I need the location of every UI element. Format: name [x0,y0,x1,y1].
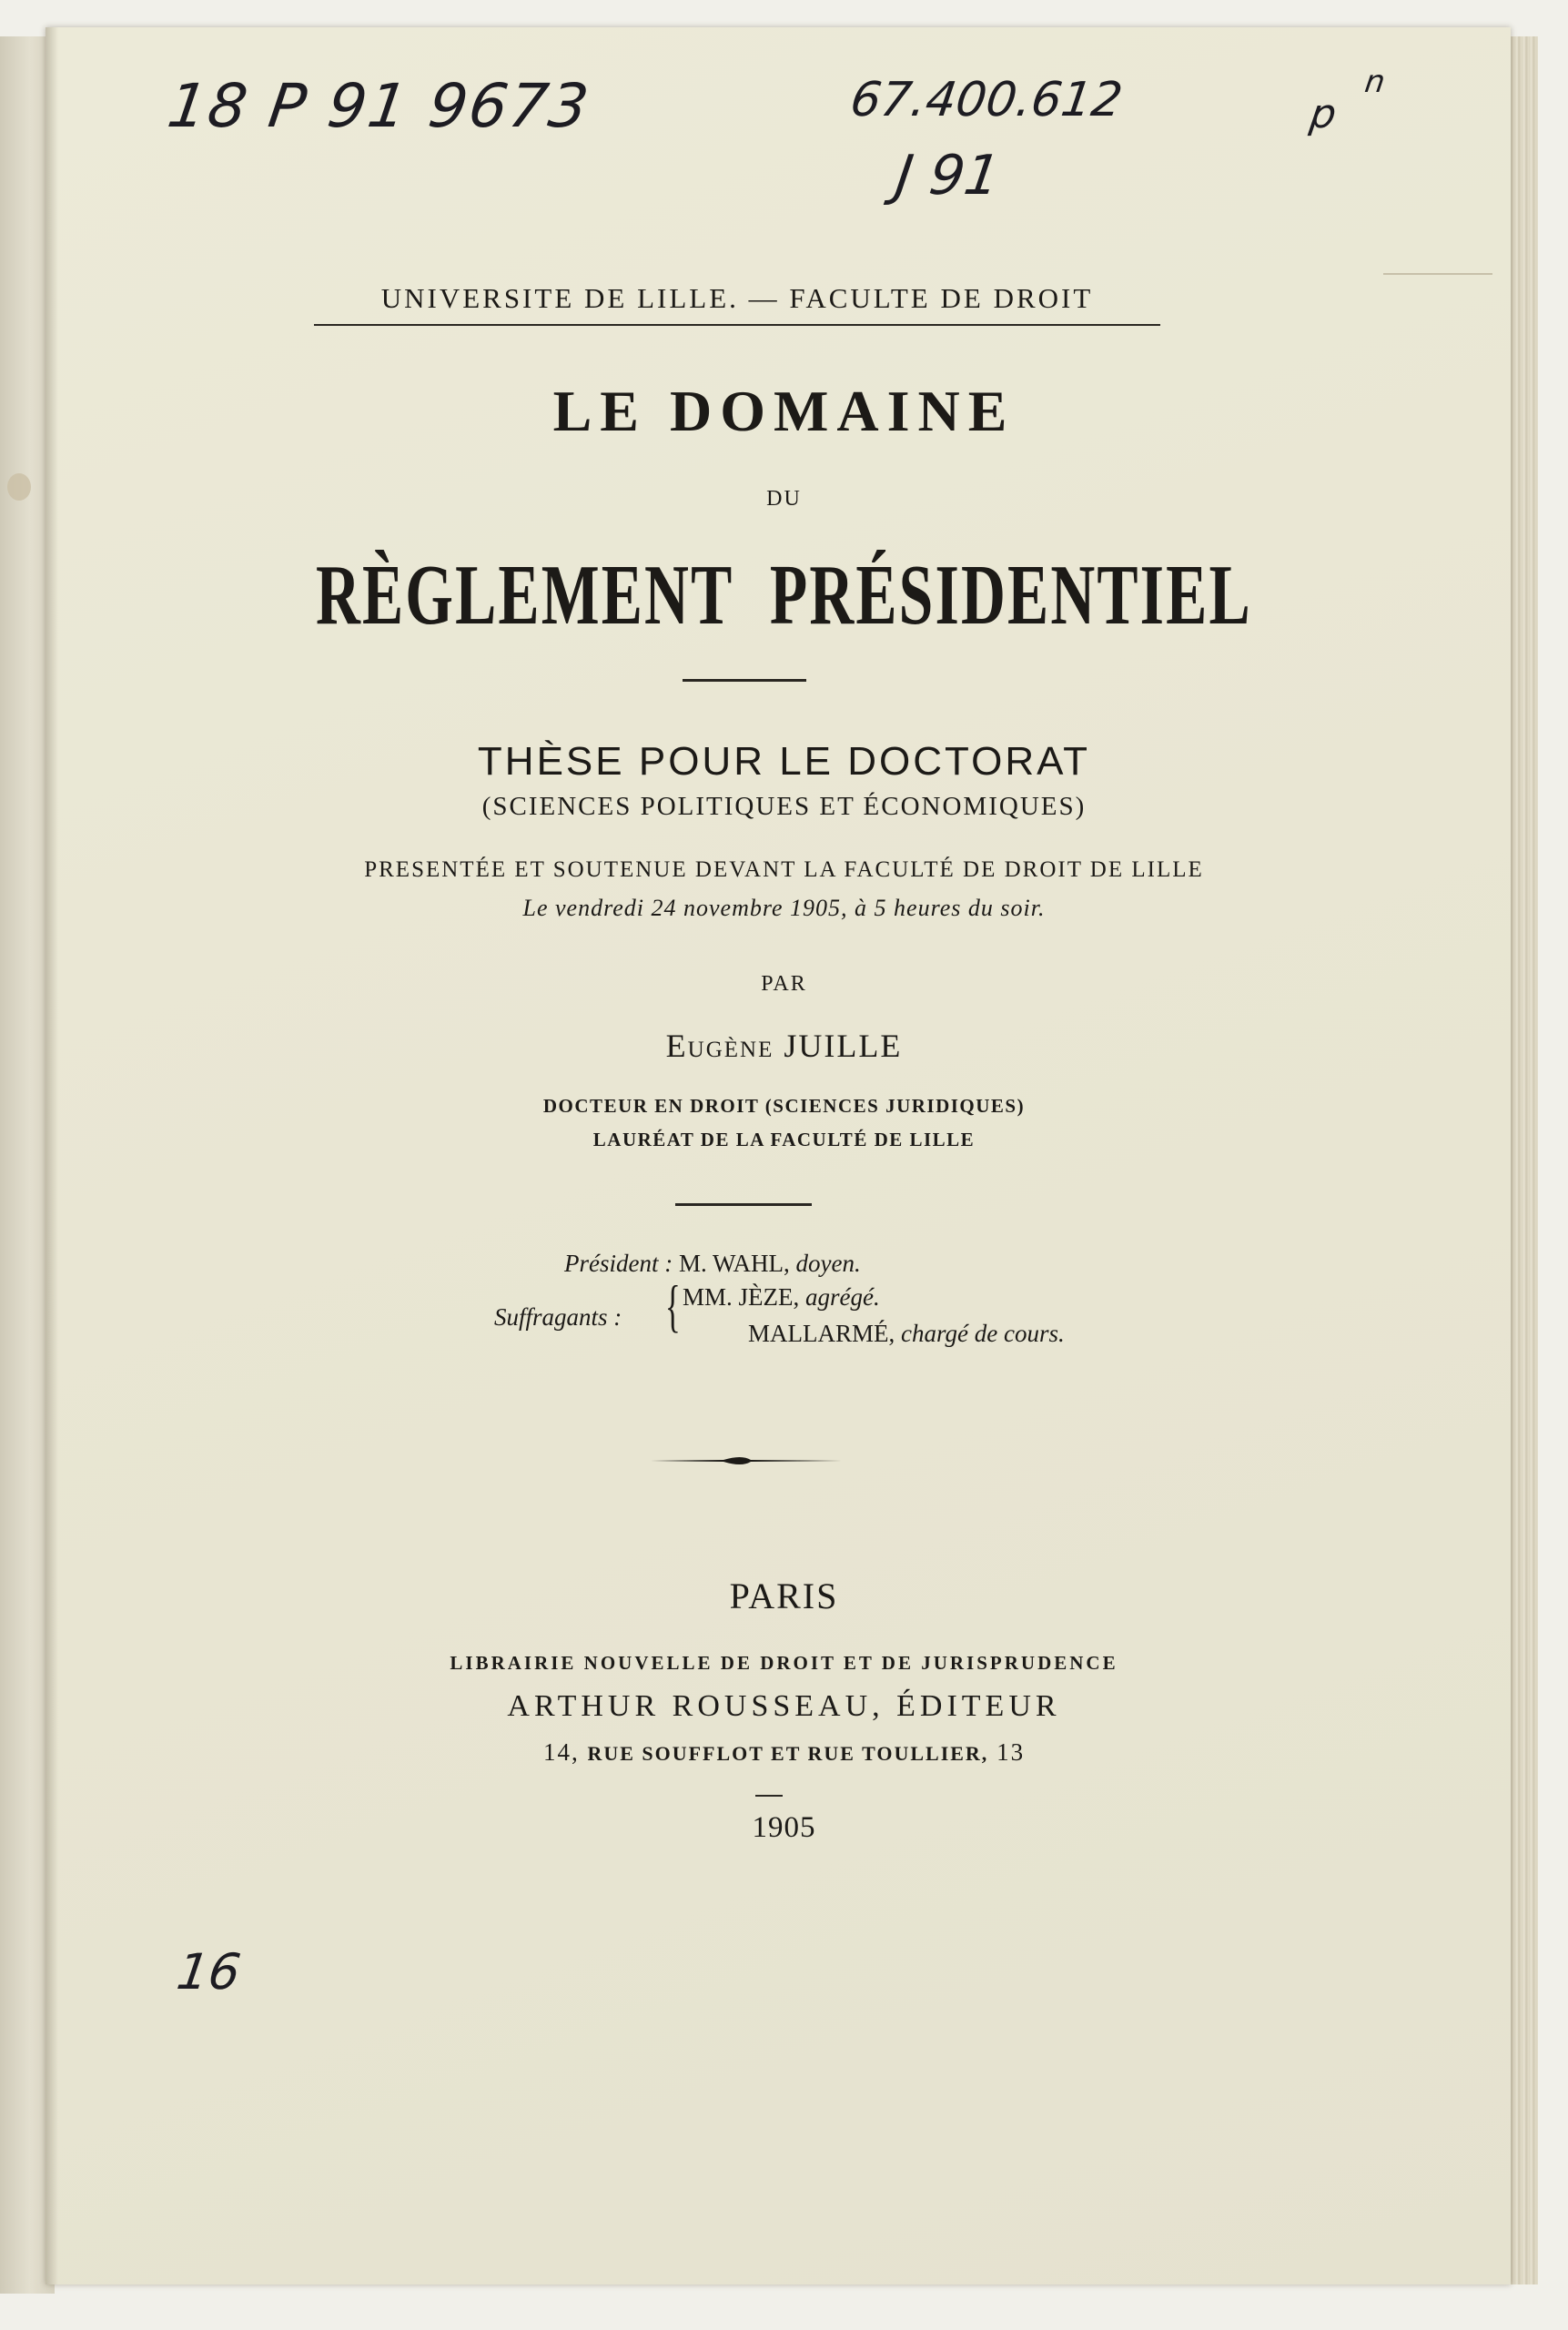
publisher-city: PARIS [729,1575,839,1616]
thesis-date: Le vendredi 24 novembre 1905, à 5 heures du soir. [522,895,1046,921]
address-end: 13 [996,1738,1026,1766]
title-divider [683,679,806,682]
title-line-3: RÈGLEMENT PRÉSIDENTIEL [315,548,1252,643]
author-by: PAR [761,972,807,996]
year-rule [755,1795,783,1797]
address-start: 14, [542,1738,580,1766]
ornament-divider [651,1447,842,1474]
title-line-2: DU [766,487,802,511]
university-header: UNIVERSITE DE LILLE. — FACULTE DE DROIT [380,282,1094,314]
title-page-sheet [46,27,1511,2284]
suffragants-label: Suffragants : [494,1303,622,1331]
handwritten-catalog-number: 67.400.612 [846,73,1126,127]
president-label: Président : [564,1250,673,1277]
address-street: RUE SOUFFLOT ET RUE TOULLIER, [587,1742,989,1765]
handwritten-page-count: 16 [173,1943,245,2001]
thesis-field: (SCIENCES POLITIQUES ET ÉCONOMIQUES) [481,792,1087,821]
jury-member-1 [683,1283,880,1312]
jury-president [564,1250,861,1278]
president-role: doyen. [795,1250,861,1277]
author-degree: DOCTEUR EN DROIT (SCIENCES JURIDIQUES) [542,1095,1026,1117]
publisher-address [0,1738,1568,1767]
header-rule [314,324,1160,326]
publisher-editor: ARTHUR ROUSSEAU, ÉDITEUR [507,1689,1061,1723]
publisher-house: LIBRAIRIE NOUVELLE DE DROIT ET DE JURISPRUDENCE [450,1652,1118,1674]
title-line-1: LE DOMAINE [552,379,1016,443]
handwritten-letter-p: p [1307,91,1340,137]
author-divider [675,1203,812,1206]
author-name [0,1027,1568,1065]
publication-year: 1905 [752,1811,816,1844]
handwritten-shelfmark: 18 P 91 9673 [163,71,595,141]
thesis-presented: PRESENTÉE ET SOUTENUE DEVANT LA FACULTÉ DE DROIT DE LILLE [364,857,1204,882]
jury-brace: { [664,1273,681,1338]
president-name: M. WAHL, [678,1250,790,1277]
author-last-name: JUILLE [784,1028,903,1064]
author-award: LAURÉAT DE LA FACULTÉ DE LILLE [592,1129,976,1150]
member1-name: MM. JÈZE, [683,1283,800,1311]
page-shadow [46,27,58,2284]
author-first-name: Eugène [665,1028,774,1064]
member1-role: agrégé. [805,1283,880,1311]
paper-fold-mark [1383,273,1492,275]
member2-role: chargé de cours. [901,1320,1065,1347]
thesis-type: THÈSE POUR LE DOCTORAT [477,739,1091,784]
member2-name: MALLARMÉ, [748,1320,895,1347]
handwritten-code: J 91 [892,144,1005,208]
jury-member-2 [748,1320,1065,1348]
handwritten-letter-n: n [1362,64,1388,100]
